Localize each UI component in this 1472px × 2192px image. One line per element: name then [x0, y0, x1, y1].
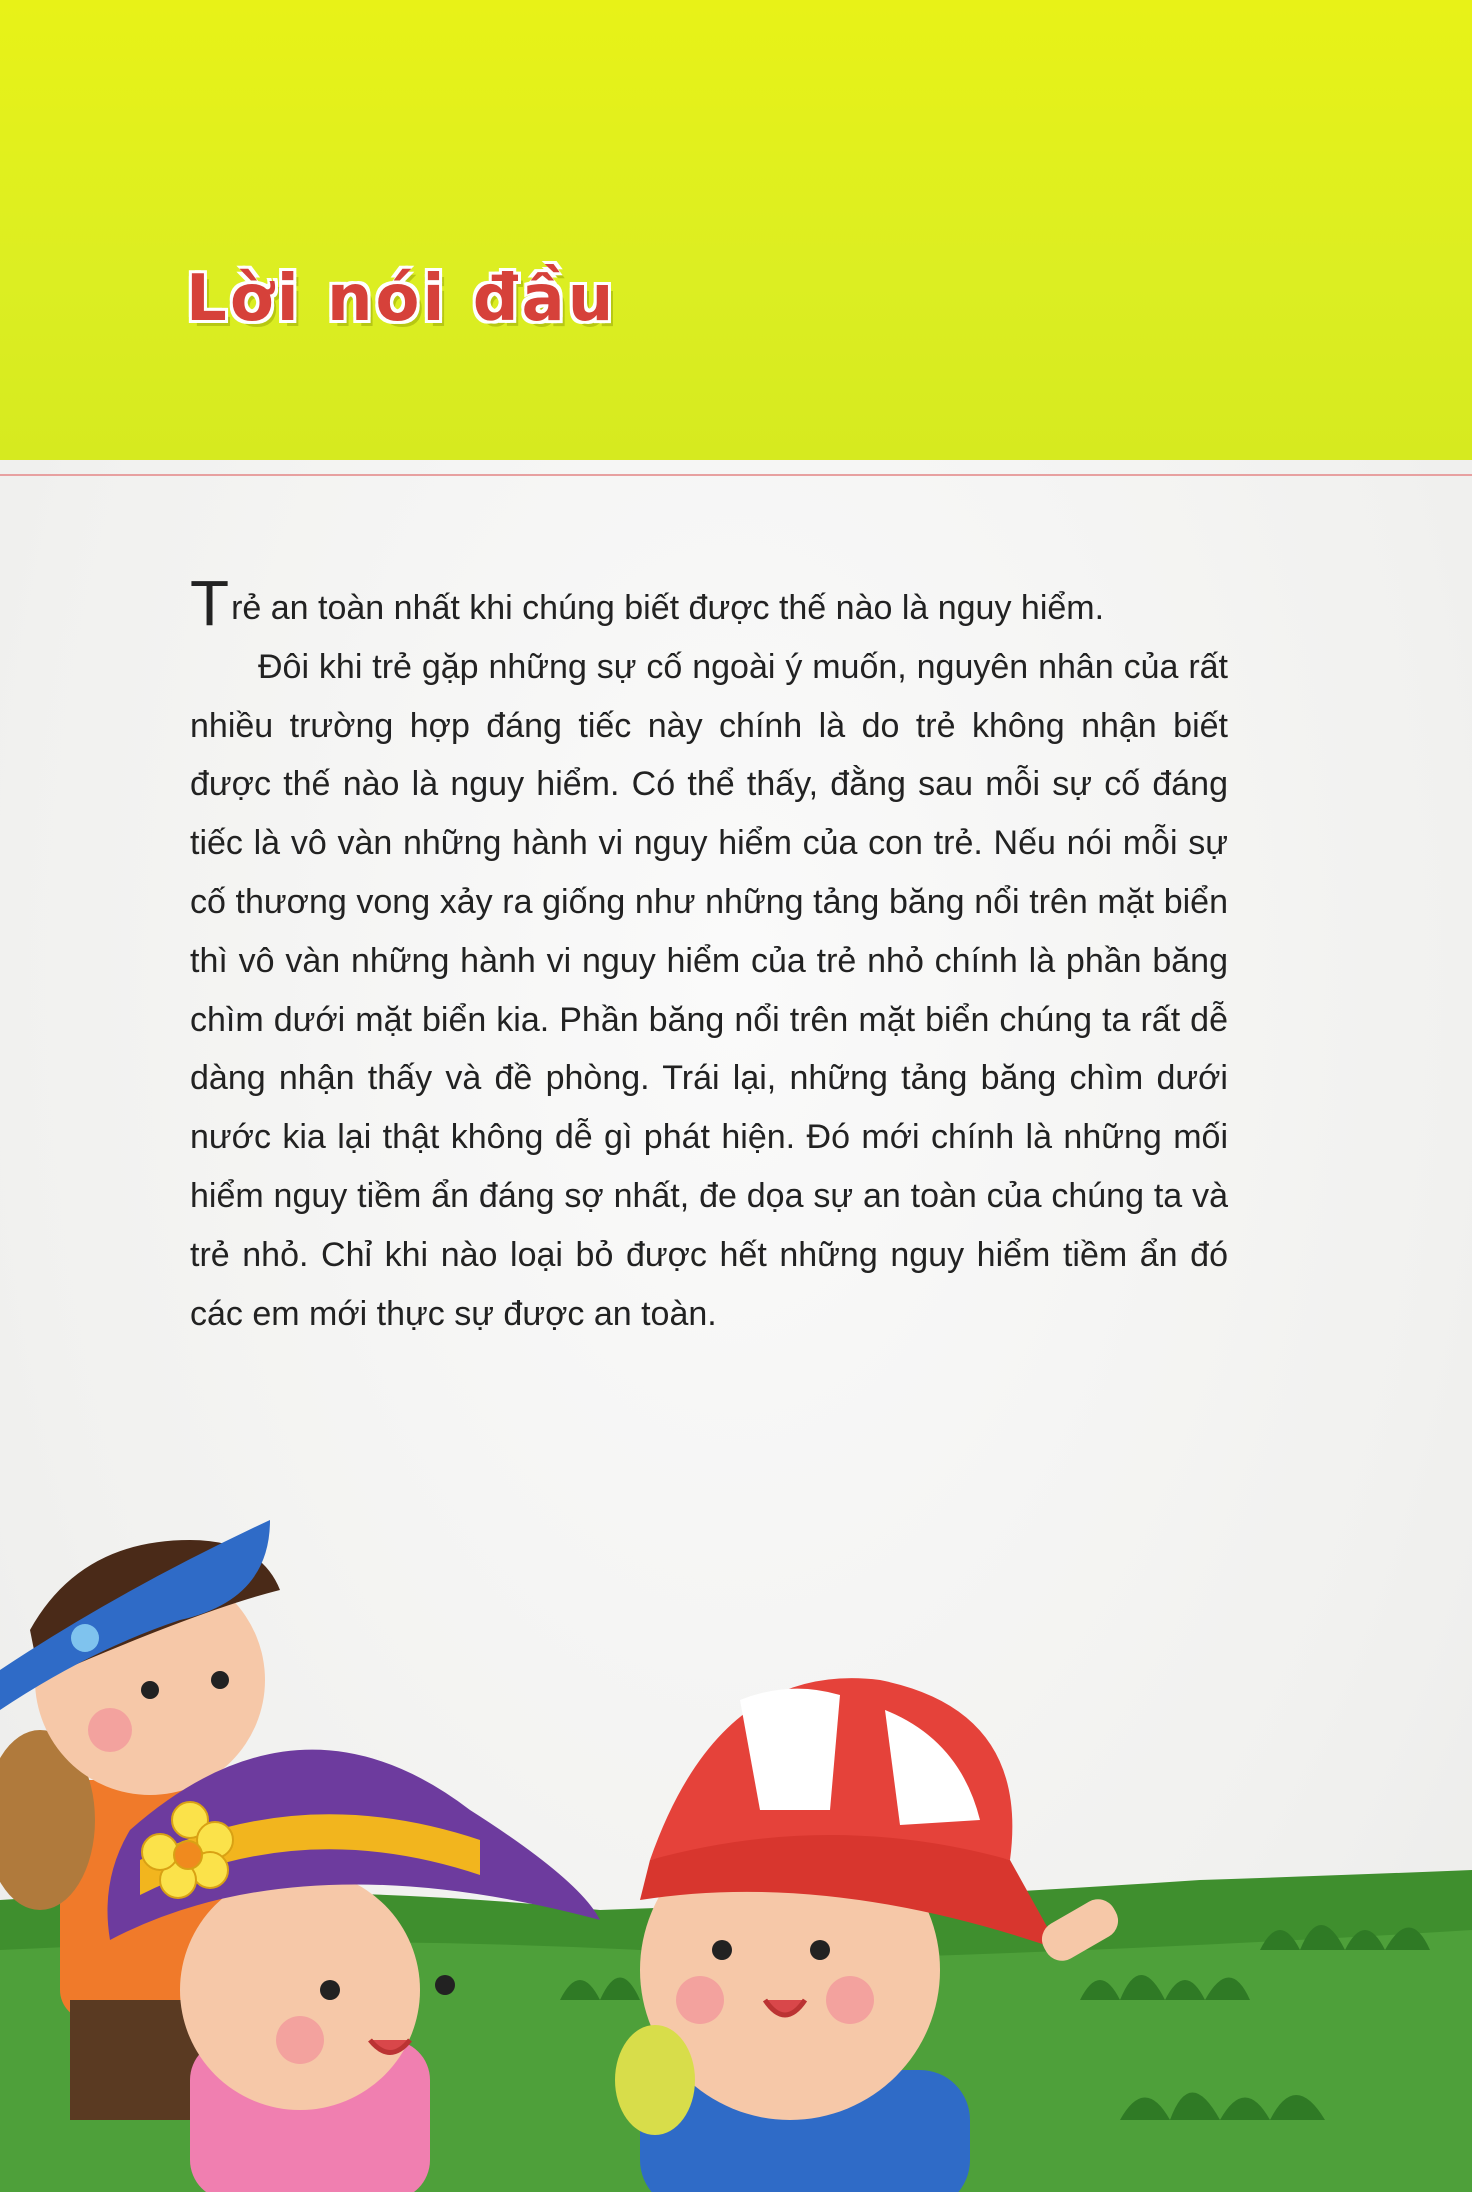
- body-paragraph: Đôi khi trẻ gặp những sự cố ngoài ý muốn, nguyên nhân của rất nhiều trường hợp đáng tiếc này chính là do trẻ không nhận biết được thế nào là nguy hiểm. Có thể thấy, đằng sau mỗi sự cố đáng tiếc là vô vàn những hành vi nguy hiểm của con trẻ. Nếu nói mỗi sự cố thương vong xảy ra giống như những tảng băng nổi trên mặt biển thì vô vàn những hành vi nguy hiểm của trẻ nhỏ chính là phần băng chìm dưới mặt biển kia. Phần băng nổi trên mặt biển chúng ta rất dễ dàng nhận thấy và đề phòng. Trái lại, những tảng băng chìm dưới nước kia lại thật không dễ gì phát hiện. Đó mới chính là những mối hiểm nguy tiềm ẩn đáng sợ nhất, đe dọa sự an toàn của chúng ta và trẻ nhỏ. Chỉ khi nào loại bỏ được hết những nguy hiểm tiềm ẩn đó các em mới thực sự được an toàn.: [190, 647, 1228, 1333]
- drop-cap: T: [190, 567, 230, 639]
- page-title: Lời nói đầu: [186, 262, 617, 336]
- opening-line-text: rẻ an toàn nhất khi chúng biết được thế nào là nguy hiểm.: [231, 589, 1105, 627]
- header-divider: [0, 474, 1472, 476]
- opening-line: [190, 567, 1228, 639]
- children-illustration: [0, 1480, 1472, 2192]
- preface-text: [190, 567, 1228, 1343]
- header-band: [0, 0, 1472, 460]
